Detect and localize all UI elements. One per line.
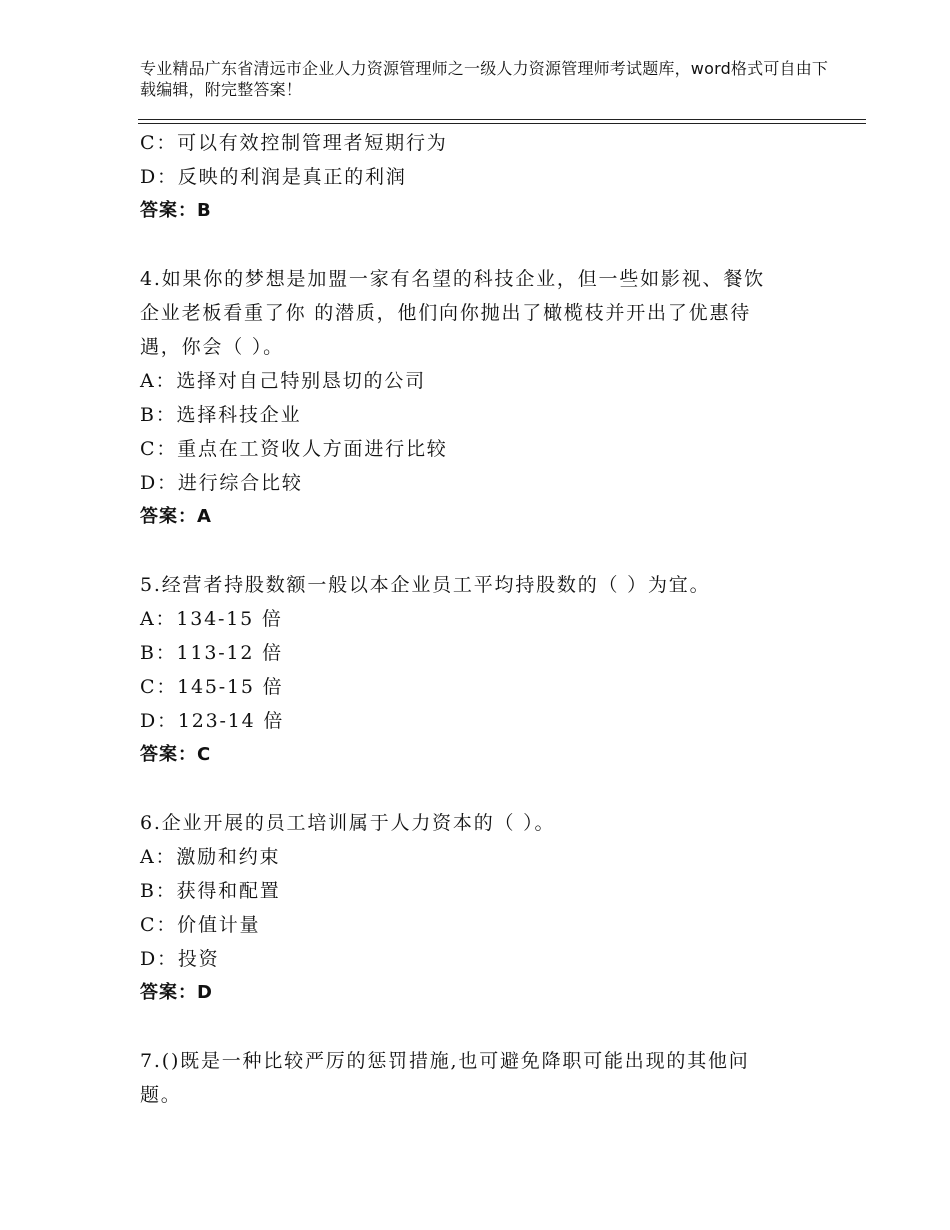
question-4: [140, 262, 820, 534]
option-c: C：145-15 倍: [140, 676, 284, 698]
question-text: 6.企业开展的员工培训属于人力资本的（ ）。: [140, 812, 556, 834]
option-b: B：选择科技企业: [140, 404, 302, 426]
question-text-line-1: 4.如果你的梦想是加盟一家有名望的科技企业，但一些如影视、餐饮: [140, 268, 765, 290]
option-b: B：113-12 倍: [140, 642, 283, 664]
option-d: D：反映的利润是真正的利润: [140, 166, 407, 188]
option-c: C：可以有效控制管理者短期行为: [140, 132, 448, 154]
spacer: [140, 534, 820, 568]
option-a: A：激励和约束: [140, 846, 281, 868]
header-title: 专业精品广东省清远市企业人力资源管理师之一级人力资源管理师考试题库，word格式可自由下载编辑，附完整答案！: [140, 59, 829, 99]
option-a: A：选择对自己特别恳切的公司: [140, 370, 426, 392]
spacer: [140, 228, 820, 262]
spacer: [140, 772, 820, 806]
answer: 答案：C: [140, 744, 212, 765]
option-c: C：重点在工资收人方面进行比较: [140, 438, 448, 460]
question-list: [140, 126, 820, 1112]
question-text-line-3: 遇，你会（ ）。: [140, 336, 284, 358]
question-text: 5.经营者持股数额一般以本企业员工平均持股数的（ ）为宜。: [140, 574, 711, 596]
question-5: [140, 568, 820, 772]
question-3: [140, 126, 820, 228]
option-d: D：投资: [140, 948, 220, 970]
question-text-line-2: 企业老板看重了你 的潜质，他们向你抛出了橄榄枝并开出了优惠待: [140, 302, 752, 324]
answer: 答案：D: [140, 982, 213, 1003]
document-header: [140, 58, 840, 100]
question-7: [140, 1044, 820, 1112]
option-a: A：134-15 倍: [140, 608, 283, 630]
option-d: D：123-14 倍: [140, 710, 285, 732]
option-c: C：价值计量: [140, 914, 261, 936]
question-6: [140, 806, 820, 1010]
answer: 答案：A: [140, 506, 212, 527]
question-text-line-1: 7.()既是一种比较严厉的惩罚措施,也可避免降职可能出现的其他问: [140, 1050, 750, 1072]
header-divider: [138, 119, 866, 124]
question-text-line-2: 题。: [140, 1084, 182, 1106]
option-d: D：进行综合比较: [140, 472, 303, 494]
spacer: [140, 1010, 820, 1044]
answer: 答案：B: [140, 200, 212, 221]
option-b: B：获得和配置: [140, 880, 281, 902]
